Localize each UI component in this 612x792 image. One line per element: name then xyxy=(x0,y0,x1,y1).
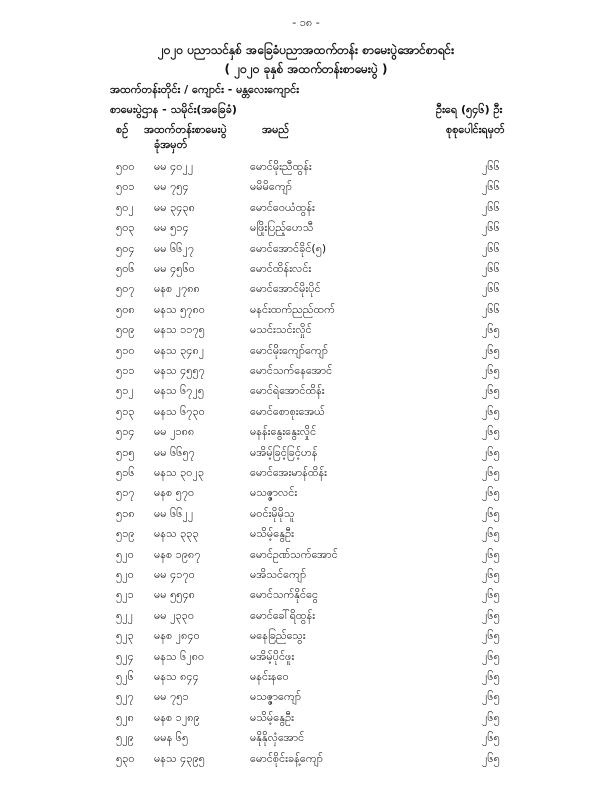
registration-number: မနစ ၁၂၈၉ xyxy=(154,710,200,724)
table-row xyxy=(0,507,612,527)
total-mark: ၂၆၅ xyxy=(482,425,500,439)
row-number: ၅၂၉ xyxy=(116,731,134,745)
table-row xyxy=(0,323,612,343)
centre-label: စာမေးပွဲဌာန - သမိုင်း(အခြေခံ) xyxy=(110,103,237,116)
registration-number: မနသ ၄၃၉၅ xyxy=(154,751,205,765)
student-name: မောင်ဥဏ်သက်အောင် xyxy=(250,547,338,561)
row-number: ၅၂၀ xyxy=(116,547,134,561)
registration-number: မမ ၇၅၄ xyxy=(154,180,189,194)
row-number: ၅၁၀ xyxy=(116,343,135,357)
student-name: မောင်သက်နေအောင် xyxy=(250,364,333,377)
total-mark: ၂၆၅ xyxy=(482,343,500,357)
registration-number: မမ ၂၁၈၈ xyxy=(154,425,195,439)
table-row xyxy=(0,282,612,302)
student-name: မဝင်းမိုမိုသူ xyxy=(250,506,295,520)
table-row xyxy=(0,568,612,588)
total-count: ဦးရေ (၅၄၆) ဦး xyxy=(436,103,503,116)
total-mark: ၂၆၆ xyxy=(482,262,500,275)
row-number: ၅၂၃ xyxy=(116,629,134,643)
student-name: မောင်ဝေယံထွန်း xyxy=(250,200,315,214)
registration-number: မမန ၆၅ xyxy=(154,731,189,745)
total-mark: ၂၆၅ xyxy=(482,690,500,704)
table-row xyxy=(0,160,612,180)
table-row xyxy=(0,425,612,445)
student-name: မသဇ္ဇာလင်း xyxy=(250,486,298,500)
table-row xyxy=(0,486,612,506)
registration-number: မမ ၆၆၂၇ xyxy=(154,241,195,255)
registration-number: မမ ၃၄၃၈ xyxy=(154,200,195,214)
row-number: ၅၂၂ xyxy=(116,608,133,622)
total-mark: ၂၆၆ xyxy=(482,200,500,214)
total-mark: ၂၆၅ xyxy=(482,486,500,500)
table-row xyxy=(0,180,612,200)
registration-number: မမ ၆၆၂၂ xyxy=(154,506,194,520)
row-number: ၅၂၄ xyxy=(116,649,134,663)
student-name: မနန်းနွေးနွေးလှိုင် xyxy=(250,425,317,439)
document-title: ၂၀၂၀ ပညာသင်နှစ် အခြေခံပညာအထက်တန်း စာမေးပွဲအောင်စာရင်း xyxy=(157,43,455,57)
student-name: မောင်ခေါ်ရိထွန်း xyxy=(250,608,316,622)
row-number: ၅၁၂ xyxy=(116,384,134,398)
student-name: မနင်းနဝေ xyxy=(250,670,289,683)
row-number: ၅၀၈ xyxy=(116,302,135,316)
student-name: မနင်းထက်ညည်ထက် xyxy=(250,302,335,316)
table-row xyxy=(0,221,612,241)
total-mark: ၂၆၆ xyxy=(482,180,500,194)
row-number: ၅၁၇ xyxy=(116,486,135,500)
registration-number: မနသ ၆၇၃၀ xyxy=(154,404,205,418)
registration-number: မမ ၆၆၅၇ xyxy=(154,445,195,459)
registration-number: မနသ ၃၄၈၂ xyxy=(154,343,205,357)
registration-number: မနသ ၈၄၄ xyxy=(154,670,199,683)
student-name: မနိုနိုလှံအောင် xyxy=(250,731,305,745)
total-mark: ၂၆၅ xyxy=(482,710,500,724)
table-row xyxy=(0,303,612,323)
row-number: ၅၂၆ xyxy=(116,670,134,683)
student-name: မောင်ရဲအောင်ထိန်း xyxy=(250,384,325,398)
table-row xyxy=(0,466,612,486)
col-header-name: အမည် xyxy=(262,123,290,136)
student-name: မောင်မိုးကျော်ကျော် xyxy=(250,343,328,357)
total-mark: ၂၆၆ xyxy=(482,160,500,173)
total-mark: ၂၆၅ xyxy=(482,649,500,663)
col-header-reg: အထက်တန်းစာမေးပွဲ xyxy=(144,123,227,136)
registration-number: မနစ ၁၉၈၇ xyxy=(154,547,201,561)
total-mark: ၂၆၅ xyxy=(482,670,500,683)
col-header-mark: စုစုပေါင်းရမှတ် xyxy=(446,123,505,136)
table-row xyxy=(0,242,612,262)
table-row xyxy=(0,752,612,772)
student-name: မသဇ္ဇာကျော် xyxy=(250,690,301,704)
table-row xyxy=(0,344,612,364)
student-name: မောင်ထိန်းလင်း xyxy=(250,262,312,275)
student-name: မနေခြည်သွေး xyxy=(250,629,306,643)
total-mark: ၂၆၅ xyxy=(482,731,500,745)
registration-number: မမ ၂၃၃၀ xyxy=(154,608,195,622)
row-number: ၅၁၈ xyxy=(116,506,135,520)
registration-number: မနသ ၄၅၅၇ xyxy=(154,364,205,377)
table-row xyxy=(0,711,612,731)
table-row xyxy=(0,629,612,649)
student-name: မောင်အောင်မိုးပိုင် xyxy=(250,282,321,296)
total-mark: ၂၆၅ xyxy=(482,384,500,398)
row-number: ၅၂၁ xyxy=(116,588,134,602)
table-row xyxy=(0,201,612,221)
registration-number: မမ ၄၁၇၀ xyxy=(154,568,195,581)
student-name: မသင်းသင်းလှိုင် xyxy=(250,323,312,337)
registration-number: မမ ၄၅၆၀ xyxy=(154,262,195,275)
registration-number: မနသ ၆၇၂၅ xyxy=(154,384,205,398)
row-number: ၅၀၃ xyxy=(116,221,135,235)
row-number: ၅၁၆ xyxy=(116,466,135,479)
total-mark: ၂၆၅ xyxy=(482,547,500,561)
student-name: မောင်အောင်ခိုင်(၅) xyxy=(250,241,327,255)
student-name: မောင်စိုင်းခန့်ကျော် xyxy=(250,751,323,765)
table-row xyxy=(0,405,612,425)
student-name: မအိမ့်ပိုင်ဖူး xyxy=(250,649,295,663)
student-name: မောင်စောစုးအေယ် xyxy=(250,404,325,418)
registration-number: မနသ ၆၂၈၀ xyxy=(154,649,205,663)
row-number: ၅၁၃ xyxy=(116,404,135,418)
registration-number: မနစ ၅၇၀ xyxy=(154,486,195,500)
total-mark: ၂၆၅ xyxy=(482,629,500,643)
student-name: မဖြိုးပြည့်ဟေသီ xyxy=(250,221,314,235)
table-row xyxy=(0,731,612,751)
table-row xyxy=(0,690,612,710)
student-name: မသိမ့်နွေဦး xyxy=(250,527,294,541)
student-name: မသိမ့်နွေဦး xyxy=(250,710,294,724)
row-number: ၅၂၀ xyxy=(116,568,134,581)
row-number: ၅၀၆ xyxy=(116,262,135,275)
student-name: မမိမိကျော် xyxy=(250,180,292,194)
registration-number: မနသ ၅၇၈၀ xyxy=(154,302,205,316)
total-mark: ၂၆၅ xyxy=(482,568,500,581)
total-mark: ၂၆၆ xyxy=(482,282,500,296)
registration-number: မနသ ၁၁၇၅ xyxy=(154,323,205,337)
table-row xyxy=(0,384,612,404)
total-mark: ၂၆၅ xyxy=(482,323,500,337)
total-mark: ၂၆၅ xyxy=(482,527,500,541)
total-mark: ၂၆၅ xyxy=(482,506,500,520)
row-number: ၅၀၄ xyxy=(116,241,135,255)
row-number: ၅၁၅ xyxy=(116,445,135,459)
row-number: ၅၂၇ xyxy=(116,690,134,704)
registration-number: မနစ ၂၈၄၀ xyxy=(154,629,200,643)
table-row xyxy=(0,527,612,547)
page-number: - ၁၈ - xyxy=(292,16,320,29)
total-mark: ၂၆၅ xyxy=(482,608,500,622)
table-row xyxy=(0,588,612,608)
total-mark: ၂၆၆ xyxy=(482,221,500,235)
registration-number: မနစ ၂၇၈၈ xyxy=(154,282,200,296)
row-number: ၅၁၄ xyxy=(116,425,135,439)
table-row xyxy=(0,446,612,466)
total-mark: ၂၆၆ xyxy=(482,241,500,255)
table-row xyxy=(0,650,612,670)
registration-number: မမ ၇၅၁ xyxy=(154,690,189,704)
table-row xyxy=(0,609,612,629)
student-name: မောင်မိုးညီထွန်း xyxy=(250,160,312,173)
registration-number: မနသ ၃၀၂၃ xyxy=(154,466,205,479)
registration-number: မနသ ၃၃၃ xyxy=(154,527,199,541)
total-mark: ၂၆၅ xyxy=(482,588,500,602)
col-header-reg-sub: ခုံအမှတ် xyxy=(154,138,188,151)
table-row xyxy=(0,670,612,690)
total-mark: ၂၆၅ xyxy=(482,364,500,377)
registration-number: မမ ၄၀၂၂ xyxy=(154,160,194,173)
table-row xyxy=(0,262,612,282)
total-mark: ၂၆၅ xyxy=(482,404,500,418)
registration-number: မမ ၅၁၄ xyxy=(154,221,189,235)
total-mark: ၂၆၅ xyxy=(482,751,500,765)
row-number: ၅၀၁ xyxy=(116,180,135,194)
table-row xyxy=(0,364,612,384)
student-name: မအိသင်ကျော် xyxy=(250,568,307,581)
registration-number: မမ ၅၅၄၈ xyxy=(154,588,195,602)
student-name: မောင်သက်နိုင်ငွေ xyxy=(250,588,319,602)
row-number: ၅၁၉ xyxy=(116,527,135,541)
total-mark: ၂၆၅ xyxy=(482,445,500,459)
row-number: ၅၀၂ xyxy=(116,200,134,214)
total-mark: ၂၆၅ xyxy=(482,466,500,479)
student-name: မအိမ့်ခြင့်ခြင့်ဟန် xyxy=(250,445,318,459)
total-mark: ၂၆၆ xyxy=(482,302,500,316)
row-number: ၅၂၈ xyxy=(116,710,134,724)
table-row xyxy=(0,548,612,568)
row-number: ၅၀၇ xyxy=(116,282,135,296)
row-number: ၅၀၀ xyxy=(116,160,135,173)
row-number: ၅၀၉ xyxy=(116,323,135,337)
student-name: မောင်အေးမာန်ထိန်း xyxy=(250,466,327,479)
region-label: အထက်တန်းတိုင်း / ကျောင်း - မန္တလေးကျောင်း xyxy=(110,83,300,96)
document-subtitle: ( ၂၀၂၀ ခုနှစ် အထက်တန်းစာမေးပွဲ ) xyxy=(224,62,388,76)
row-number: ၅၁၁ xyxy=(116,364,135,377)
col-header-no: စဉ် xyxy=(116,123,129,136)
row-number: ၅၃၀ xyxy=(116,751,135,765)
